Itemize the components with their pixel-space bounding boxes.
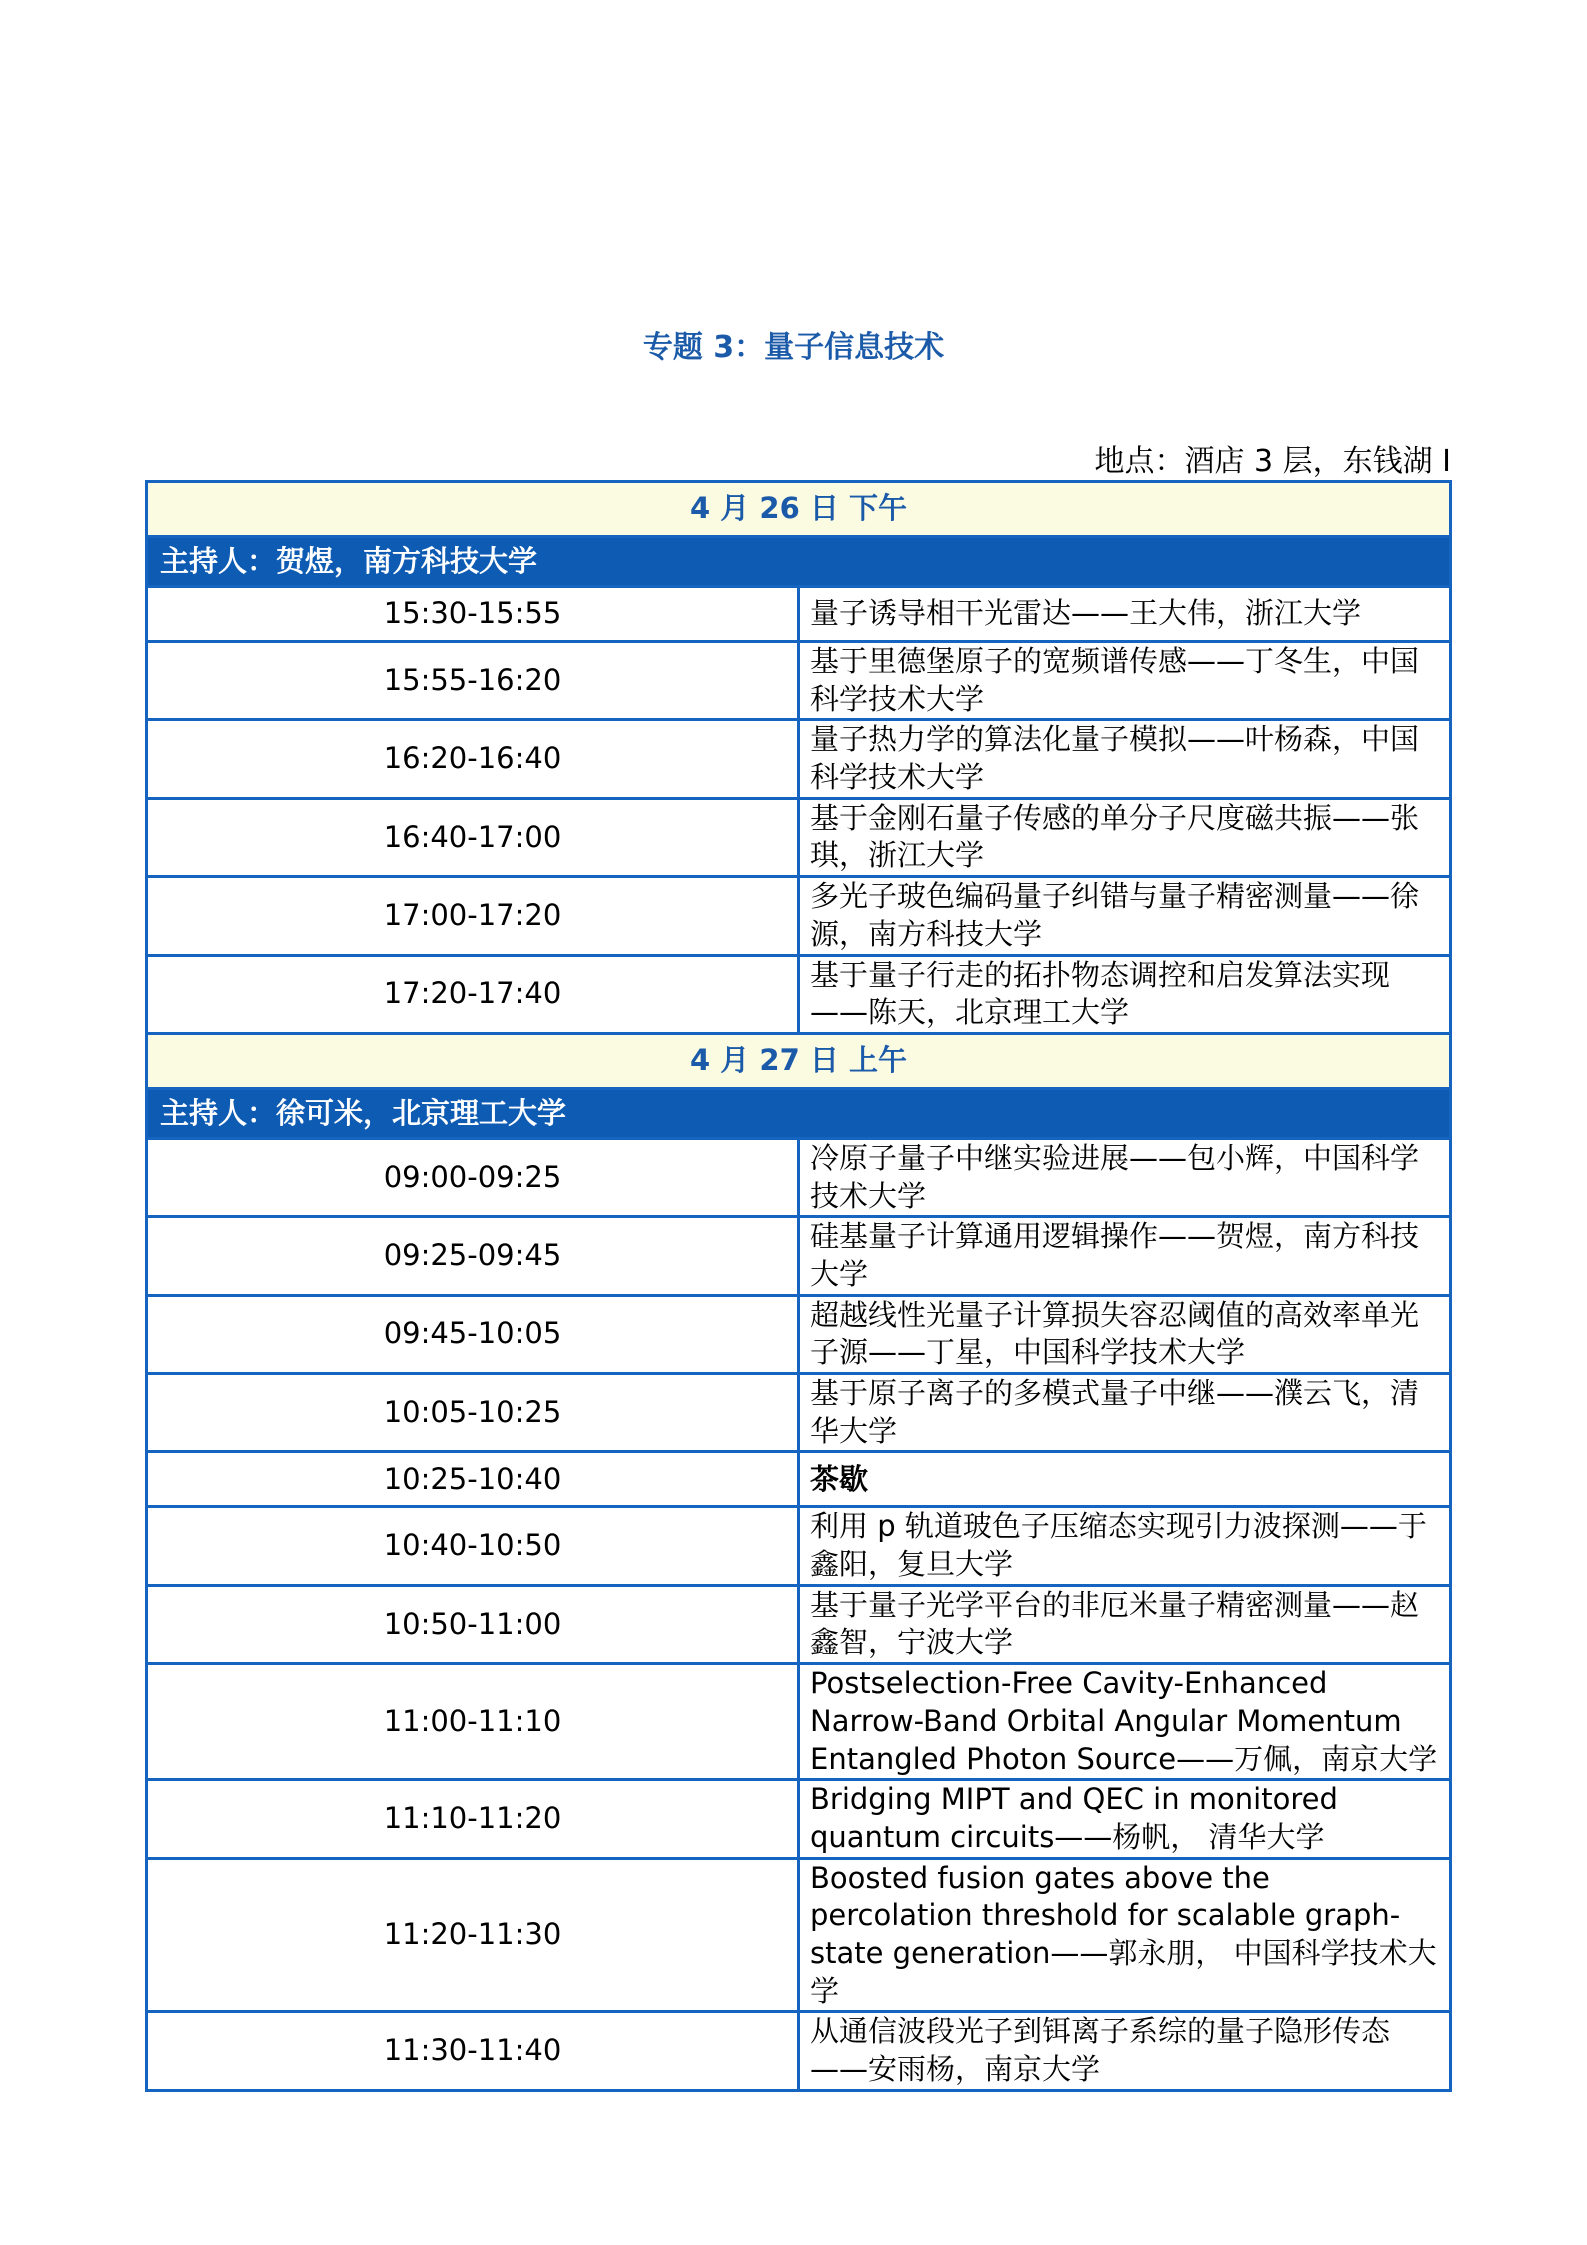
talk-title: 基于里德堡原子的宽频谱传感——丁冬生，中国科学技术大学 — [799, 642, 1451, 720]
talk-time: 11:10-11:20 — [147, 1780, 799, 1858]
talk-title: Boosted fusion gates above the percolation threshold for scalable graph-state generation——郭永朋， 中国科学技术大学 — [799, 1858, 1451, 2012]
talk-time: 15:30-15:55 — [147, 587, 799, 642]
session-date-row — [147, 482, 1451, 537]
talk-time: 11:20-11:30 — [147, 1858, 799, 2012]
talk-time: 17:00-17:20 — [147, 877, 799, 955]
talk-title: 冷原子量子中继实验进展——包小辉，中国科学技术大学 — [799, 1138, 1451, 1216]
location-text: 地点：酒店 3 层，东钱湖 I — [1094, 444, 1451, 479]
table-row — [147, 2012, 1451, 2090]
talk-title: 基于量子光学平台的非厄米量子精密测量——赵鑫智，宁波大学 — [799, 1585, 1451, 1663]
table-row — [147, 877, 1451, 955]
table-row — [147, 1374, 1451, 1452]
talk-title: 利用 p 轨道玻色子压缩态实现引力波探测——于鑫阳，复旦大学 — [799, 1507, 1451, 1585]
table-row — [147, 1585, 1451, 1663]
talk-title: 基于原子离子的多模式量子中继——濮云飞，清华大学 — [799, 1374, 1451, 1452]
talk-title: 多光子玻色编码量子纠错与量子精密测量——徐源，南方科技大学 — [799, 877, 1451, 955]
table-row — [147, 642, 1451, 720]
talk-time: 10:50-11:00 — [147, 1585, 799, 1663]
talk-time: 10:40-10:50 — [147, 1507, 799, 1585]
session-host: 主持人：贺煜，南方科技大学 — [147, 537, 1451, 587]
table-row — [147, 1138, 1451, 1216]
talk-time: 11:00-11:10 — [147, 1664, 799, 1780]
talk-title: 硅基量子计算通用逻辑操作——贺煜，南方科技大学 — [799, 1217, 1451, 1295]
schedule-table — [145, 480, 1452, 2092]
talk-title: 基于金刚石量子传感的单分子尺度磁共振——张琪，浙江大学 — [799, 798, 1451, 876]
session-host-row — [147, 537, 1451, 587]
talk-time: 09:00-09:25 — [147, 1138, 799, 1216]
session-host: 主持人：徐可米，北京理工大学 — [147, 1088, 1451, 1138]
table-row — [147, 1507, 1451, 1585]
talk-time: 16:20-16:40 — [147, 720, 799, 798]
session-date: 4 月 26 日 下午 — [147, 482, 1451, 537]
talk-time: 15:55-16:20 — [147, 642, 799, 720]
talk-time: 09:25-09:45 — [147, 1217, 799, 1295]
table-row — [147, 798, 1451, 876]
talk-time: 10:05-10:25 — [147, 1374, 799, 1452]
table-row — [147, 1664, 1451, 1780]
table-row — [147, 1780, 1451, 1858]
talk-title: Bridging MIPT and QEC in monitored quantum circuits——杨帆， 清华大学 — [799, 1780, 1451, 1858]
session-date-row — [147, 1033, 1451, 1088]
table-row — [147, 1452, 1451, 1507]
table-row — [147, 1858, 1451, 2012]
talk-title: 基于量子行走的拓扑物态调控和启发算法实现——陈天，北京理工大学 — [799, 955, 1451, 1033]
table-row — [147, 1295, 1451, 1373]
table-row — [147, 955, 1451, 1033]
talk-title: 量子诱导相干光雷达——王大伟，浙江大学 — [799, 587, 1451, 642]
talk-time: 16:40-17:00 — [147, 798, 799, 876]
talk-title: 超越线性光量子计算损失容忍阈值的高效率单光子源——丁星，中国科学技术大学 — [799, 1295, 1451, 1373]
session-host-row — [147, 1088, 1451, 1138]
talk-title: Postselection-Free Cavity-Enhanced Narrow-Band Orbital Angular Momentum Entangled Photon Source——万佩，南京大学 — [799, 1664, 1451, 1780]
talk-time: 10:25-10:40 — [147, 1452, 799, 1507]
talk-time: 11:30-11:40 — [147, 2012, 799, 2090]
table-row — [147, 720, 1451, 798]
talk-title: 从通信波段光子到铒离子系综的量子隐形传态——安雨杨，南京大学 — [799, 2012, 1451, 2090]
page-title: 专题 3：量子信息技术 — [642, 330, 945, 365]
tea-break: 茶歇 — [799, 1452, 1451, 1507]
session-date: 4 月 27 日 上午 — [147, 1033, 1451, 1088]
table-row — [147, 587, 1451, 642]
table-row — [147, 1217, 1451, 1295]
talk-time: 09:45-10:05 — [147, 1295, 799, 1373]
talk-time: 17:20-17:40 — [147, 955, 799, 1033]
talk-title: 量子热力学的算法化量子模拟——叶杨森，中国科学技术大学 — [799, 720, 1451, 798]
